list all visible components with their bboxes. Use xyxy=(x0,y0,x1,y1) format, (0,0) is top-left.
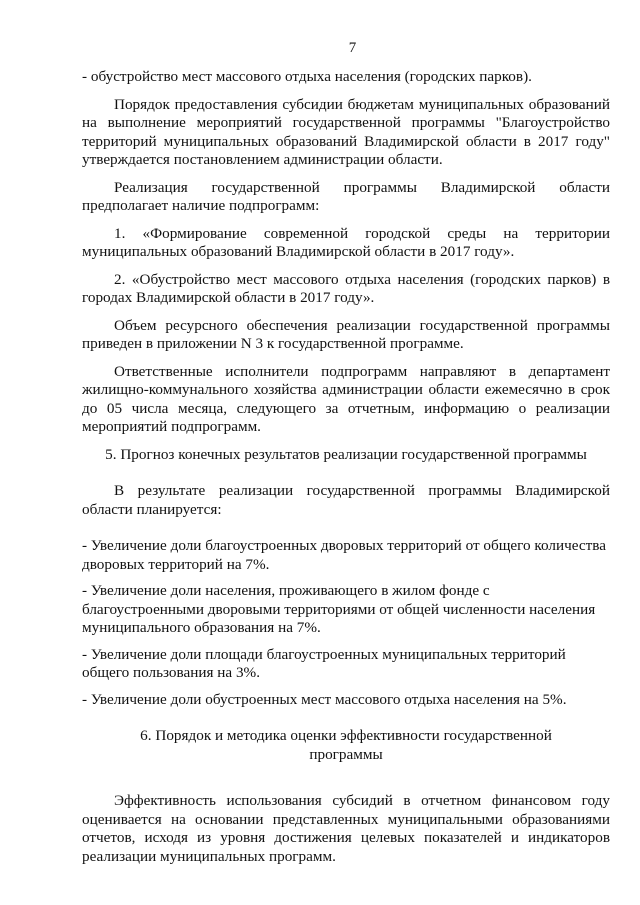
paragraph-parks-item: - обустройство мест массового отдыха населения (городских парков). xyxy=(82,68,532,85)
list-item: - Увеличение доли благоустроенных дворовых территорий от общего количества дворовых территорий на 7%. xyxy=(82,537,606,573)
page-number: 7 xyxy=(348,40,357,56)
section-5-heading: 5. Прогноз конечных результатов реализации государственной программы xyxy=(105,445,587,463)
subprogram-2: 2. «Обустройство мест массового отдыха населения (городских парков) в городах Владимирской области в 2017 году». xyxy=(82,270,610,306)
paragraph-resource-support: Объем ресурсного обеспечения реализации государственной программы приведен в приложении N 3 к государственной программе. xyxy=(82,316,610,352)
section-6-heading-line-2: программы xyxy=(309,745,383,763)
list-item: - Увеличение доли населения, проживающего в жилом фонде с благоустроенными дворовыми территориями от общей численности населения муниципального образования на 7%. xyxy=(82,582,596,636)
subprogram-1: 1. «Формирование современной городской среды на территории муниципальных образований Владимирской области в 2017 году». xyxy=(82,224,610,260)
list-item: - Увеличение доли площади благоустроенных муниципальных территорий общего пользования на 3%. xyxy=(82,645,566,681)
paragraph-subprograms-intro: Реализация государственной программы Владимирской области предполагает наличие подпрограмм: xyxy=(82,178,610,214)
section-6-heading-line-1: 6. Порядок и методика оценки эффективности государственной xyxy=(140,727,552,744)
section-6-body: Эффективность использования субсидий в отчетном финансовом году оценивается на основании представленных муниципальными образованиями отчетов, исходя из уровня достижения целевых показателей и индикаторов реализации муниципальных программ. xyxy=(82,792,610,865)
document-body xyxy=(82,68,610,875)
section-5-intro: В результате реализации государственной программы Владимирской области планируется: xyxy=(82,482,610,518)
paragraph-responsible-executors: Ответственные исполнители подпрограмм направляют в департамент жилищно-коммунального хозяйства администрации области ежемесячно в срок до 05 числа месяца, следующего за отчетным, информацию о реализации мероприятий подпрограмм. xyxy=(82,362,610,435)
paragraph-subsidy-procedure: Порядок предоставления субсидии бюджетам муниципальных образований на выполнение мероприятий государственной программы "Благоустройство территорий муниципальных образований Владимирской области в 2017 году" утверждается постановлением администрации области. xyxy=(82,95,610,168)
expected-results-list xyxy=(82,537,610,709)
section-6-heading xyxy=(82,727,610,764)
list-item: - Увеличение доли обустроенных мест массового отдыха населения на 5%. xyxy=(82,690,567,708)
